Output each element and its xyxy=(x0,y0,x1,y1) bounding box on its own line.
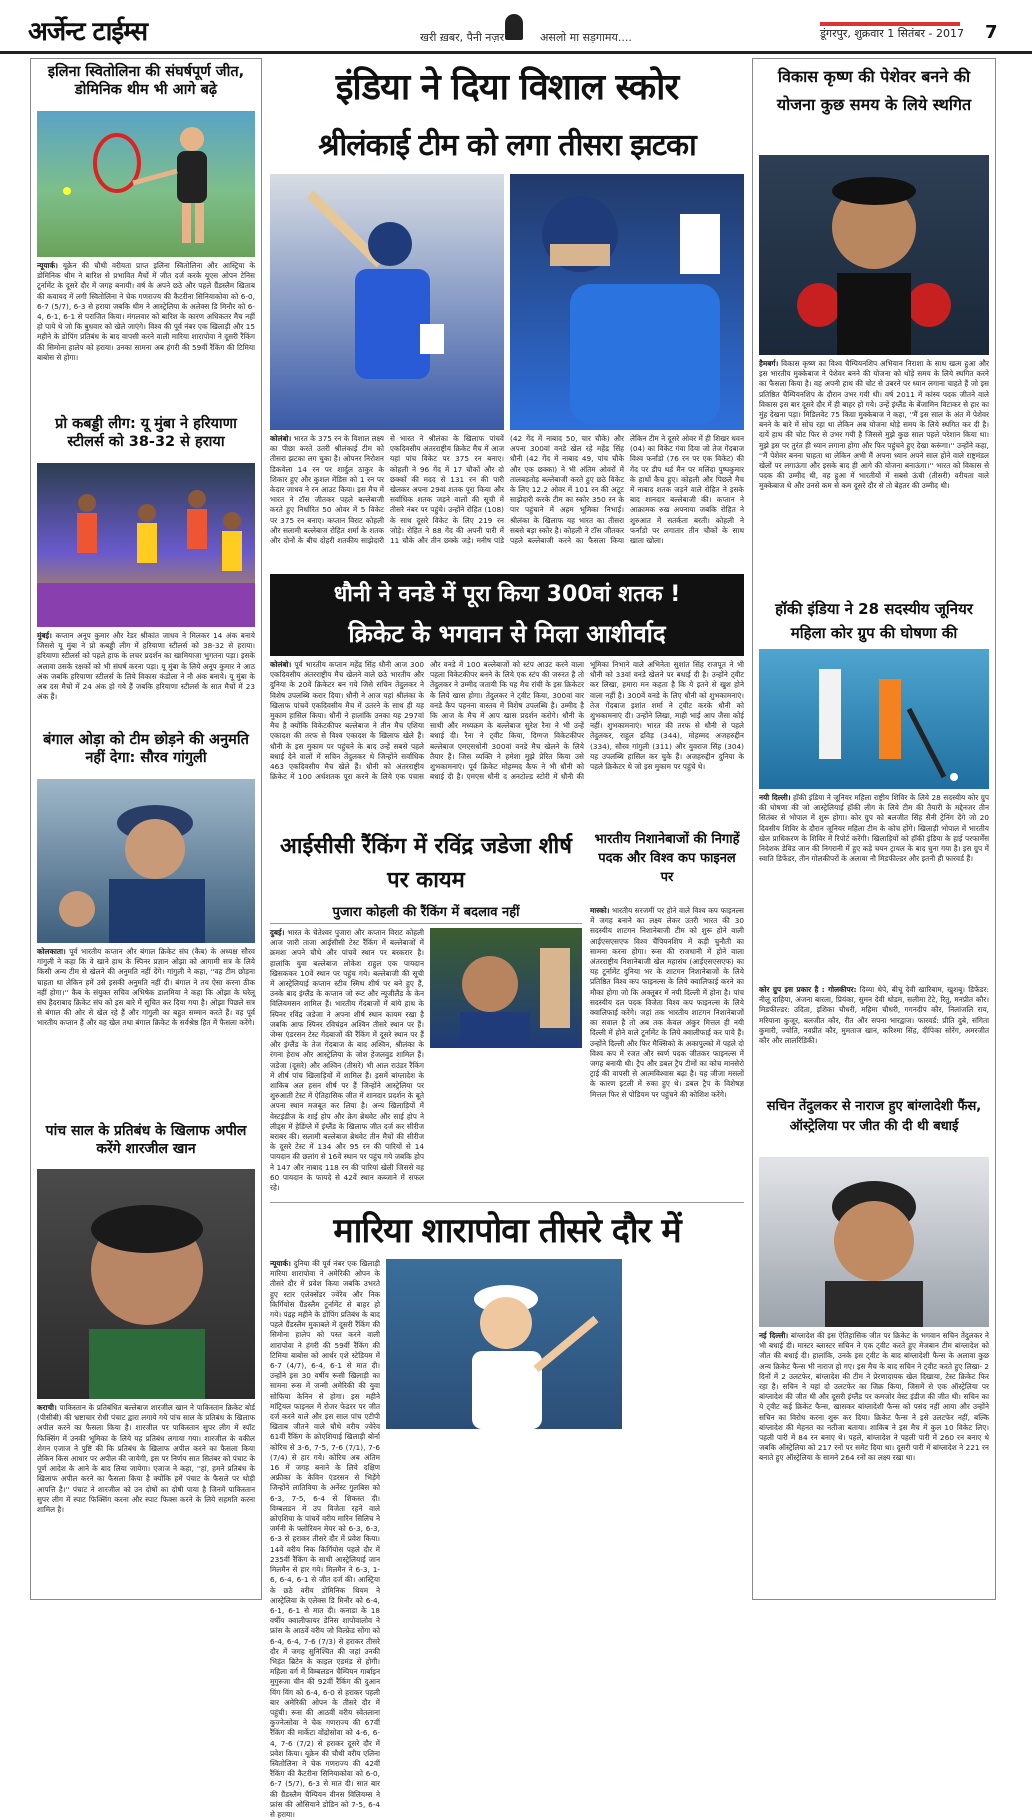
article-body-hockey-squad: कोर ग्रुप इस प्रकार है : गोलकीपर: दिव्या थेपे, बीचू देवी खारिबाम, खुशबू। डिफेंडर: नीलू दाहिया, अंजना बारला, प्रियंका, सुमन देवी थोडम, सलीमा टेटे, रितु, मनप्रीत कौर। मिडफील्डर: उदिता, इशिका चौधरी, महिमा चौधरी, गगनदीप कौर, निलांजलि राय, मरियाना कुजूर, बलजीत कौर, रीत और सपना भारद्वाज। फारवर्ड: प्रीति दुबे, संगिता कुमारी, ज्योति, नवप्रीत कौर, मुमताज खान, करिश्मा सिंह, दीपिका सोरेंग, अमरजीत कौर और लालरिंडिकी। xyxy=(759,985,989,1046)
icc-body-cont xyxy=(430,1050,582,1196)
hockey-photo xyxy=(759,649,989,789)
newspaper-brand[interactable]: अर्जेन्ट टाईम्स xyxy=(28,17,148,47)
sharapova-body-col3 xyxy=(628,1259,744,1549)
article-heading-vikas[interactable]: विकास कृष्ण की पेशेवर बनने की योजना कुछ समय के लिये स्थगित xyxy=(776,67,972,114)
dhoni-subheadline[interactable]: क्रिकेट के भगवान से मिला आशीर्वाद xyxy=(270,616,744,656)
sachin-photo xyxy=(759,1157,989,1327)
icc-section xyxy=(270,830,582,1196)
main-headline[interactable]: इंडिया ने दिया विशाल स्कोर xyxy=(335,67,679,108)
jadeja-photo xyxy=(430,928,582,1048)
right-column xyxy=(752,58,996,1600)
article-body-main: कोलंबो। भारत के 375 रन के विशाल लक्ष्य का पीछा करते उतरी श्रीलंकाई टीम को तीसरा झटका लग चुका है। ओपनर निरोशन डिकवेला 14 रन पर शार्दुल ठाकुर के शिकार हुए और कुशल मेंडिस को 1 रन पर केदार जाधव ने रन आउट किया। इस मैच में भारत ने टॉस जीतकर पहले बल्लेबाजी करते हुए निर्धारित 50 ओवर में 5 विकेट पर 375 रन बनाए। कप्तान विराट कोहली और सलामी बल्लेबाज रोहित शर्मा के शतक और दोनों के बीच दोहरी शतकीय साझेदारी से भारत ने श्रीलंका के खिलाफ पांचवें एकदिवसीय अंतरराष्ट्रीय क्रिकेट मैच में आज यहां पांच विकेट पर 375 रन बनाए। कोहली ने 96 गेंद में 17 चौकों और दो छक्कों की मदद से 131 रन की पारी खेलकर अपना 29वां शतक पूरा किया और सर्वाधिक शतक जड़ने वालों की सूची में तीसरे नंबर पर पहुंचे। उन्होंने रोहित (108) के साथ दूसरे विकेट के लिए 219 रन जोड़े। रोहित ने 88 गेंद की अपनी पारी में 11 चौके और तीन छक्के जड़े। मनीष पांडे (42 गेंद में नाबाद 50, चार चौके) और अपना 300वां वनडे खेल रहे महेंद्र सिंह धौनी (42 गेंद में नाबाद 49, पांच चौके और एक छक्का) ने भी अंतिम ओवरों में तालबड़तोड़ बल्लेबाजी करते हुए छठे विकेट के लिए 12.2 ओवर में 101 रन की अटूट साझेदारी करके टीम का स्कोर 350 रन के पार पहुंचाने में अहम भूमिका निभाई। श्रीलंका के खिलाफ यह भारत का तीसरा सबसे बड़ा स्कोर है। कोहली ने टॉस जीतकर पहले बल्लेबाजी करने का फैसला किया लेकिन टीम ने दूसरे ओवर में ही शिखर धवन (04) का विकेट गंवा दिया जो तेज गेंदबाज विश्व फर्नांडो (76 रन पर एक विकेट) की गेंद पर डीप थर्ड मैन पर मलिंदा पुष्पकुमार के हाथों कैच हुए। कोहली और पिछले मैच में नाबाद शतक जड़ने वाले रोहित ने इसके बाद शानदार बल्लेबाजी की। कप्तान ने आक्रामक रुख अपनाया जबकि रोहित ने शुरुआत में सतर्कता बरती। कोहली ने फर्नांडो पर लगातार तीन चौकों के साथ खाता खोला। xyxy=(270,434,744,546)
article-heading-svitolina[interactable]: इलिना स्वितोलिना की संघर्षपूर्ण जीत, डोमिनिक थीम भी आगे बढ़े xyxy=(47,64,245,99)
sharapova-photo xyxy=(386,1259,622,1429)
sharapova-photo-col xyxy=(386,1259,622,1549)
icc-nisha-row xyxy=(270,830,744,1196)
kabaddi-photo xyxy=(37,463,255,627)
sharapova-body-cont xyxy=(386,1431,622,1547)
article-body-hockey: नयी दिल्ली। हॉकी इंडिया ने जूनियर महिला राष्ट्रीय शिविर के लिये 28 सदस्यीय कोर ग्रुप की घोषणा की जो आस्ट्रेलियाई हॉकी लीग के लिये टीम की तैयारी के मद्देनजर तीन सितंबर से भोपाल में शुरू होगा। कोर ग्रुप को बलजीत सिंह सैनी ट्रेनिंग देंगे जो 20 दिवसीय शिविर के दौरान जूनियर महिला टीम के कोच होंगे। खिलाड़ी भोपाल में भारतीय खेल प्राधिकरण के शिविर में रिपोर्ट करेंगी। खिलाड़ियों को हॉकी इंडिया के हाई परफार्मेंस निदेशक डेविड जान की निगरानी में हुए कड़े चयन ट्रायल के बाद चुना गया है। इस ग्रुप में स्वाति डिफेंडर, तीन गोलकीपरों के अलावा नौ मिडफील्डर और इतनी ही फारवर्ड हैं। xyxy=(759,793,989,864)
article-heading-sachin[interactable]: सचिन तेंदुलकर से नाराज हुए बांग्लादेशी फैंस, ऑस्ट्रेलिया पर जीत की दी थी बधाई xyxy=(766,1099,982,1134)
article-body-sharapova: न्यूयार्क। दुनिया की पूर्व नंबर एक खिलाड़ी मारिया शारापोवा ने अमेरिकी ओपन के तीसरे दौर में प्रवेश किया जबकि उभरते हुए स्टार एलेक्सेंडर ज्वेरेव और निक किर्गियोस ग्रैंडस्लैम टूर्नामेंट से बाहर हो गये। पंद्रह महीने के डोपिंग प्रतिबंध के बाद पहले ग्रैंडस्लैम मुकाबले में दूसरी रैंकिंग की सिमोना हालेप को पस्त करने वाली शारापोवा ने हंगरी की 59वीं रैंकिंग की टिमिया बाबोस को आर्थर एशे स्टेडियम में 6-7 (4/7), 6-4, 6-1 से मात दी। उन्होंने इस 30 वर्षीय रूसी खिलाड़ी का सामना रूस में जन्मी अमेरिकी की युवा सोफिया केनिन से होगा। इस महीने मांट्रियल फाइनल में रोजर फेडरर पर जीत दर्ज करने वाले और इस साल पांच एटीपी खिताब जीतने वाले चौथे वरीय ज्वेरेव 61वीं रैंकिंग के क्रोएशियाई खिलाड़ी बोर्ना कोरिच से 3-6, 7-5, 7-6 (7/1), 7-6 (7/4) से हार गये। कोरिच अब अंतिम 16 में जगह बनाने के लिये दक्षिण अफ्रीका के केविन एंडरसन से भिड़ेंगे जिन्होंने लातिविया के अर्नेस्ट गुलबिस को 6-3, 7-5, 6-4 से शिकस्त दी। विम्बलडन में उप विजेता रहने वाले क्रोएशिया के पांचवें वरीय मारिन सिलिच ने जर्मनी के फ्लोरियन मेयर को 6-3, 6-3, 6-3 से हराकर तीसरे दौर में प्रवेश किया। 14वें वरीय निक किर्गियोस पहले दौर में 235वीं रैंकिंग के साथी आस्ट्रेलियाई जान मिलमैन से हार गये। मिलमैन ने 6-3, 1-6, 6-4, 6-1 से जीत दर्ज की। आस्ट्रिया के छठे वरीय डोमिनिक थियम ने आस्ट्रेलिया के एलेक्स डि मिनौर को 6-4, 6-1, 6-1 से मात दी। कनाडा के 18 वर्षीय क्वालीफायर डेनिस शापोवालोव ने फ्रांस के आठवें वरीय जो विल्फ्रेड सोंगा को 6-4, 6-4, 7-6 (7/3) से हराकर तीसरे दौर में जगह सुनिश्चित की जहां उनकी भिड़ंत ब्रिटेन के काइल एडमंड से होगी। महिला वर्ग में विम्बलडन चैम्पियन गार्बाइन मुगुरुजा चीन की 92वीं रैंकिंग की दुआन यिंग यिंग को 6-4, 6-0 से हराकर पहली बार अमेरिकी ओपन के तीसरे दौर में पहुंची। रूस की आठवीं वरीय स्वेतलाना कुज्नेत्सोवा ने चेक गणराज्य की 67वीं रैंकिंग की मार्केटा वोंद्रोसोवा को 4-6, 6-4, 7-6 (7/2) से हराकर दूसरे दौर में प्रवेश किया। यूक्रेन की चौथी वरीय एलिना स्वितोलिना ने चेक गणराज्य की 42वीं रैंकिंग की कैटरीना सिनियाकोवा को 6-0, 6-7 (5/7), 6-3 से मात दी। सात बार की ग्रैंडस्लैम चैम्पियन वीनस विलियम्स ने फ्रांस की ओसियाने डोडिन को 7-5, 6-4 से हराया। xyxy=(270,1259,381,1819)
article-body-icc: दुबई। भारत के चेतेश्वर पुजारा और कप्तान विराट कोहली आज जारी ताजा आईसीसी टेस्ट रैंकिंग में बल्लेबाजों में क्रमशः अपने चौथे और पांचवें स्थान पर बरकरार है। हालांकि युवा बल्लेबाज लोकेश राहुल एक पायदान खिसककर 10वें स्थान पर पहुंच गये। बल्लेबाजी की सूची में आस्ट्रेलियाई कप्तान स्टीव स्मिथ शीर्ष पर बने हुए हैं, उनके बाद इंग्लैंड के कप्तान जो रूट और न्यूजीलैंड के केन विलियमसन शामिल हैं। भारतीय गेंदबाजों में बांये हाथ के स्पिनर रविंद्र जडेजा ने अपना शीर्ष स्थान कायम रखा है जबकि आफ स्पिनर रविचंद्रन अश्विन तीसरे स्थान पर हैं। जेम्स एंडरसन टेस्ट गेंदबाजों की रैंकिंग में दूसरे स्थान पर हैं और इंग्लैंड के तेज गेंदबाज के बाद अश्विन, श्रीलंका के रंगना हेराथ और आस्ट्रेलिया के जोश हेजलवुड शामिल हैं। जडेजा (दूसरे) और अश्विन (तीसरे) भी आल राउंडर रैंकिंग में शीर्ष पांच खिलाड़ियों में शामिल हैं। इसमें बांग्लादेश के शाकिब अल हसन शीर्ष पर हैं जिन्होंने आस्ट्रेलिया पर शुरुआती टेस्ट में ऐतिहासिक जीत में शानदार प्रदर्शन के बूते अपना स्थान मजबूत कर लिया है। अन्य खिलाड़ियों में वेस्टइंडीज के शाई होप और क्रेग ब्रेथवेट और साई होप ने लीड्स में हेडिंग्ले में इंग्लैंड के खिलाफ जीत दर्ज कर सीरीज बराबर की। सलामी बल्लेबाज ब्रेथवेट तीन मैचों की सीरीज के दूसरे टेस्ट में 134 और 95 रन की पारियों से 14 पायदान की छलांग से 16वें स्थान पर पहुंच गये जबकि होप ने 147 और नाबाद 118 रन की पारियां खेली जिससे वह 60 पायदान के फायदे से 42वें स्थान कब्जाने में सफल रहे। xyxy=(270,928,424,1193)
icc-headline[interactable]: आईसीसी रैंकिंग में रविंद्र जडेजा शीर्ष पर कायम xyxy=(280,834,572,893)
article-body-ganguly: कोलकाता। पूर्व भारतीय कप्तान और बंगाल क्रिकेट संघ (कैब) के अध्यक्ष सौरव गांगुली ने कहा कि वे खाने हाथ के स्पिनर प्रज्ञान ओझा को आगामी सत्र के लिये किसी अन्य टीम से खेलने की अनुमति नहीं देंगे। गांगुली ने कहा, ''वह टीम छोड़ना चाहता था लेकिन हमें उसे इसकी अनुमति नहीं दी। बंगाल ने तय ऐसा करना ठीक नहीं होगा।'' कैब के संयुक्त सचिव अभिषेक डालमिया ने कहा कि ओझा के घरेलू संघ हैदराबाद क्रिकेट संघ को इस बारे में सूचित कर दिया गया है। ओझा पिछले सत्र से बंगाल की ओर से खेल रहे हैं और गांगुली का बहुत सम्मान करते हैं। वह पूर्व भारतीय कप्तान हैं और वह खेल तथा बंगाल क्रिकेट के सर्वश्रेष्ठ हित में फैसला करेंगे। xyxy=(37,947,255,1028)
vikas-photo xyxy=(759,155,989,355)
article-body-sharjeel: कराची। पाकिस्तान के प्रतिबंधित बल्लेबाज शारजील खान ने पाकिस्तान क्रिकेट बोर्ड (पीसीबी) की भ्रष्टाचार रोधी पंचाट द्वारा लगाये गये पांच साल के प्रतिबंध के खिलाफ अपील करने का फैसला किया है। शारजील पर पाकिस्तान सुपर लीग में स्पॉट फिक्सिंग में उनकी भूमिका के लिये यह प्रतिबंध लगाया गया। शारजील के वकील शेगन एजाज ने पुष्टि की कि प्रतिबंध के खिलाफ अपील करने का फैसला किया लेकिन किस आधार पर अपील की जायेगी, इस पर निर्णय सात सितंबर को पंचाट के पूर्ण आदेश के आने के बाद लिया जायेगा। एजाज ने कहा, ''हां, हमने प्रतिबंध के खिलाफ अपील करने का फैसला किया है क्योंकि हमें पंचाट के फैसले पर थोड़ी आपत्ति है।'' पंचाट ने शारजील को उन दोषों का दोषी पाया है जिनमें पाकिस्तान सुपर लीग में स्पाट फिक्सिंग करना और स्पाट फिक्स करने के लिये सहमति करना शामिल है। xyxy=(37,1403,255,1515)
dateline: डूंगरपुर, शुक्रवार 1 सितंबर - 2017 xyxy=(820,27,964,40)
article-body-sachin: नई दिल्ली। बांग्लादेश की इस ऐतिहासिक जीत पर क्रिकेट के भगवान सचिन तेंदुलकर ने भी बधाई दी। मास्टर ब्लास्टर सचिन ने एक ट्वीट करते हुए मेजबान टीम बांग्लादेश को जीत की बधाई दी। हालांकि, उनके इस ट्वीट के बाद बांग्लादेशी फैन्स के अलावा कुछ अन्य क्रिकेट फैन्स भी नाराज हो गए। इस मैच के बाद सचिन ने ट्वीट करते हुए लिखा- 2 दिनों में 2 उलटफेर, बांग्लादेश की टीम ने प्रेरणादायक खेल दिखाया, टेस्ट क्रिकेट फिर रहा है। सचिन ने यहां दो उलटफेर का जिक्र किया, जिसमें से एक ऑस्ट्रेलिया पर बांग्लादेश की जीत थी और दूसरी इंग्लैंड पर कमजोर वेस्ट इंडीज की जीत थी। सचिन का ये ट्वीट कई क्रिकेट फैन्स, खासकर बांग्लादेशी फैन्स को पसंद नहीं आया और उन्होंने सचिन का विरोध करना शुरू कर दिया। क्रिकेट फैन्स ने इसे उलटफेर नहीं, बल्कि बांग्लादेश की मेहनत का नतीजा बताया। शाकिब ने इस मैच में कुल 10 विकेट लिए। पहली पारी में 84 रन बनाए थे। पहले, बांग्लादेश ने पहली पारी में 260 रन बनाए थे जबकि ऑस्ट्रेलिया को 217 रनों पर समेट दिया था। दूसरी पारी में बांग्लादेश ने 221 रन बनाते हुए ऑस्ट्रेलिया के सामने 264 रनों का लक्ष्य रखा था। xyxy=(759,1331,989,1463)
dhoni-photo xyxy=(510,174,744,430)
cricket-photos xyxy=(270,174,744,430)
sharjeel-photo xyxy=(37,1169,255,1399)
nisha-section xyxy=(590,830,744,1196)
nisha-headline[interactable]: भारतीय निशानेबाजों की निगाहें पदक और विश्व कप फाइनल पर xyxy=(594,832,740,885)
kohli-photo xyxy=(270,174,504,430)
masthead xyxy=(0,0,1032,54)
sharapova-wrap xyxy=(270,1259,744,1819)
article-body-kabaddi: मुंबई। कप्तान अनूप कुमार और रेडर श्रीकांत जाधव ने मिलकर 14 अंक बनाये जिससे यू मुंबा ने प्रो कबड्डी लीग में हरियाणा स्टीलर्स को 38-32 से हराया। हरियाणा स्टीलर्स को पहले हाफ के लचर प्रदर्शन का खामियाजा भुगतना पड़ा। इसके अलावा उसके रक्षकों को भी संघर्ष करना पड़ा। यू मुंबा के लिये अनूप कुमार ने आठ अंक जबकि हरियाणा स्टीलर्स के लिये विकास कंडोला ने नौ अंक बनाये। यू मुंबा के अब दस मैचों में 24 अंक हो गये हैं जबकि हरियाणा स्टीलर्स के सात मैचों में 23 अंक हैं। xyxy=(37,631,255,702)
article-body-dhoni: कोलंबो। पूर्व भारतीय कप्तान महेंद्र सिंह धौनी आज 300 एकदिवसीय अंतरराष्ट्रीय मैच खेलने वाले छठे भारतीय और दुनिया के 20वें क्रिकेटर बन गये जिसे सचिन तेंदुलकर ने विशेष उपलब्धि करार दिया। धौनी ने आज यहां श्रीलंका के खिलाफ पांचवें एकदिवसीय मैच में उतरने के साथ ही यह मुकाम हासिल किया। धौनी ने हालांकि उनका यह 297वां मैच है क्योंकि विकेटकीपर बल्लेबाज ने तीन मैच एशिया एकादश की तरफ से विश्व एकादश के खिलाफ खेले हैं। धौनी के इस मुकाम पर पहुंचने के बाद उन्हें सबसे पहले बधाई देने वालों में सचिन तेंदुलकर थे जिन्होंने सर्वाधिक 463 एकदिवसीय मैच खेले हैं। धौनी को अंतरराष्ट्रीय क्रिकेट में 100 अर्धशतक पूरा करने के लिये एक पचास और वनडे में 100 बल्लेबाजों को स्टंप आउट करने वाला पहला विकेटकीपर बनने के लिये एक स्टंप की जरुरत है तो तेंदुलकर ने उम्मीद जतायी कि यह मैच रांची के इस क्रिकेटर के लिये खास होगा। तेंदुलकर ने ट्वीट किया, 300वां वार वनडे कैप पहनना वास्तव में विशेष उपलब्धि है। उम्मीद है कि आज के मैच में आप खास प्रदर्शन करोगे। धौनी के साथी और मध्यक्रम के बल्लेबाज सुरेश रैना ने भी उन्हें बधाई दी। रैना ने ट्वीट किया, दिग्गज विकेटकीपर बल्लेबाज एमएसधोनी 300वां वनडे मैच खेलने के लिये तैयार हैं। जिस व्यक्ति ने हमेशा मुझे प्रेरित किया उसे शुभकामनाएं। पूर्व क्रिकेट मोहम्मद कैफ ने भी धौनी को बधाई दी है। एमएस धौनी द अनटोल्ड स्टोरी में धौनी की भूमिका निभाने वाले अभिनेता सुशांत सिंह राजपूत ने भी धौनी को 33वां वनडे खेलने पर बधाई दी है। उन्होंने ट्वीट कर लिखा, हमारा मन कहता है कि ये इतने से खुश होने वाला नहीं है। 300वें वनडे के लिए धौनी को शुभकामनाएं। तेज गेंदबाज इशांत शर्मा ने ट्वीट करके धौनी को शुभकामनाएं दी। उन्होंने लिखा, माही भाई आप जैसा कोई नहीं। शुभकामनाएं। भारत की तरफ से धौनी से पहले तेंदुलकर, राहुल द्रविड़ (344), मोहम्मद अजहरुद्दीन (334), सौरव गांगुली (311) और युवराज सिंह (304) यह उपलब्धि हासिल कर चुके हैं। अजहरुद्दीन दुनिया के पहले क्रिकेटर थे जो इस मुकाम पर पहुंचे थे। xyxy=(270,660,744,782)
tagline-left: खरी ख़बर, पैनी नज़र xyxy=(420,31,505,44)
article-heading-kabaddi[interactable]: प्रो कबड्डी लीग: यू मुंबा ने हरियाणा स्टीलर्स को 38-32 से हराया xyxy=(55,416,237,451)
icc-subheadline[interactable]: पुजारा कोहली की रैंकिंग में बदलाव नहीं xyxy=(270,902,582,924)
article-body-vikas: हैमबर्ग। विकास कृष्ण का विश्व चैम्पियनशिप अभियान निराशा के साथ खत्म हुआ और इस भारतीय मुक्केबाज ने पेशेवर बनने की योजना को थोड़े समय के लिये स्थगित करने का फैसला किया है। वह अपनी हाथ की चोट से उबरने पर ध्यान लगाना चाहते हैं जो इस प्रतिष्ठित चैम्पियनशिप के दौरान उभर गयी थी। वर्ष 2011 में कांस्य पदक जीतने वाले विकास इस बार दूसरे दौर में ही बाहर हो गये। उन्हें इंग्लैंड के बेंजामिन विटाकर से हार का मुंह देखना पड़ा। मिडिलवेट 75 किग्रा मुक्केबाज ने कहा, ''मैं इस साल के अंत में पेशेवर बनने के बारे में सोच रहा था लेकिन अब योजना थोड़े समय के लिये स्थगित कर दी है। दायें हाथ की चोट फिर से उभर गयी है जिससे मुझे कुछ साल पहले परेशान किया था। मुझे इस पर तुरंत ही ध्यान लगाना होगा और फिर पहुंचने हुए देखा करूंगा।'' उन्होंने कहा, ''मैं पेशेवर बनना चाहता था लेकिन अभी मैं अपना ध्यान अपने साल होने वाले राष्ट्रमंडल खेलों पर लगाऊंगा और इसके बाद ही आगे की योजना बनाऊंगा।'' भारत को विकास से पदक की उम्मीद थी, वह हुआ में भारतीयों में सबसे ऊंची (तीसरी) वरीयता वाले मुक्केबाज थे और उनसे कम से कम दूसरे दौर से तो बेहतर की उम्मीद थी। xyxy=(759,359,989,491)
article-heading-ganguly[interactable]: बंगाल ओड़ा को टीम छोड़ने की अनुमति नहीं देगा: सौरव गांगुली xyxy=(43,732,249,767)
article-heading-sharjeel[interactable]: पांच साल के प्रतिबंध के खिलाफ अपील करेंगे शारजील खान xyxy=(45,1123,247,1157)
main-subheadline[interactable]: श्रीलंकाई टीम को लगा तीसरा झटका xyxy=(318,128,696,163)
tagline-right: असलो मा सड़गामय.... xyxy=(540,31,632,44)
icc-body-wrap xyxy=(270,928,582,1196)
ganguly-photo xyxy=(37,779,255,943)
center-column xyxy=(270,58,744,1819)
article-body-nisha: मास्को। भारतीय सरजमीं पर होने वाले विश्व कप फाइनल्स में जगह बनाने का लक्ष्य लेकर उतरी भारत की 30 सदस्यीय शाटगन निशानेबाजी टीम को शुरू होने वाली आईएसएसएफ विश्व चैंपियनशिप में कड़ी चुनौती का सामना करना होगा। रूस की राजधानी में होने वाला अंतरराष्ट्रीय निशानेबाजी खेल महासंघ (आईएसएसएफ) का यह टूर्नामेंट दुनिया भर के शाटगन निशानेबाजों के लिये प्रतिष्ठित विश्व कप फाइनल्स के लिये क्वालिफाई करने का मौका होगा जो कि अक्तूबर में नयी दिल्ली में होना है। पांच सदस्यीय दल पदक विजेता विश्व कप फाइनल्स के लिये क्वालिफाई करेंगे। जहां तक भारतीय शाटगन निशानेबाजों का सवाल है तो अब तक केवल अंकुर मित्तल ही नयी दिल्ली में होने वाले टूर्नामेंट के लिये क्वालीफाई कर पाये हैं। उन्होंने दिल्ली और फिर मैक्सिको के अकापुल्को में पहले दो विश्व कप में रजत और स्वर्ण पदक जीतकर फाइनल्स में जगह बनायी थी। ट्रैप और डबल ट्रैप टीमों का कोच मानसेरो ट्राई की वापसी से आत्मविश्वास बढ़ा है। यह जीजा मसलों के कारण इटली में रुका हुए थे। डबल ट्रैप के विशेषज्ञ मित्तल फिर से पोडियम पर पहुंचने की कोशिश करेंगे। xyxy=(590,906,744,1099)
tennis-photo xyxy=(37,111,255,257)
icc-photo-col xyxy=(430,928,582,1196)
page-number: 7 xyxy=(985,22,998,43)
pen-nib-icon xyxy=(505,14,523,40)
dhoni-headline[interactable]: धौनी ने वनडे में पूरा किया 300वां शतक ! xyxy=(270,574,744,616)
sharapova-headline[interactable]: मारिया शारापोवा तीसरे दौर में xyxy=(333,1211,681,1251)
article-heading-hockey[interactable]: हॉकी इंडिया ने 28 सदस्यीय जूनियर महिला कोर ग्रुप की घोषणा की xyxy=(775,600,973,642)
article-body-svitolina: न्यूयार्क। यूक्रेन की चौथी वरीयता प्राप्त इलिना स्वितोलिना और आस्ट्रिया के डोमिनिक थीम ने बारिश से प्रभावित मैचों में जीत दर्ज करके यूएस ओपन टेनिस टूर्नामेंट के दूसरे दौर में जगह बनायी। वर्ष के अपने छठे और पहले ग्रैंडस्लैम खिताब की कवायद में लगी स्वितोलिना ने चेक गणराज्य की कैटरीना सिनियाकोवा को 6-0, 6-7 (5/7), 6-3 से हराया जबकि थीम ने आस्ट्रेलिया के अलेक्स डि मिनौर को 6-4, 6-1, 6-1 से पराजित किया। मंगलवार को बारिश के कारण अधिकतर मैच नहीं हो पाये थे जो कि बुधवार को खेले जाएंगे। विश्व की पूर्व नंबर एक खिलाड़ी और 15 महीने के डोपिंग प्रतिबंध के बाद वापसी करने वाली मारिया शारापोवा ने दूसरी रैंकिंग की सिमोना हालेप को हराया। उनका सामना अब हंगरी की 59वीं रैंकिंग की टिमिया बाबोस से होगा। xyxy=(37,261,255,362)
left-column xyxy=(30,58,262,1600)
